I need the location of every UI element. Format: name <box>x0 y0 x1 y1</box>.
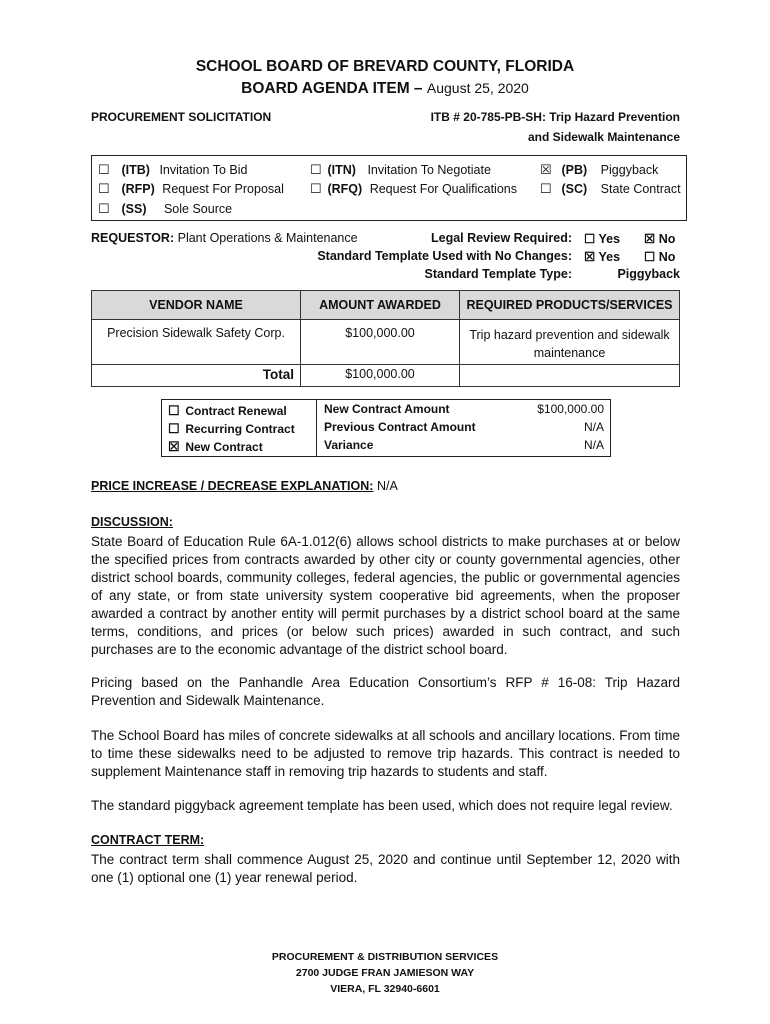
solicitation-label: PROCUREMENT SOLICITATION <box>91 110 272 124</box>
price-change <box>91 479 398 493</box>
agenda-date: August 25, 2020 <box>426 80 529 96</box>
type-itn: ☐ (ITN) Invitation To Negotiate <box>310 162 491 177</box>
header-amount-awarded: AMOUNT AWARDED <box>301 291 460 320</box>
new-contract-amount-label: New Contract Amount <box>324 402 450 416</box>
vendor-table <box>91 290 680 387</box>
price-change-value: N/A <box>376 479 398 493</box>
total-row <box>92 365 680 387</box>
template-type-value: Piggyback <box>617 267 680 281</box>
solicitation-type-box <box>91 155 687 221</box>
amount-cell: $100,000.00 <box>301 320 460 365</box>
document-title: SCHOOL BOARD OF BREVARD COUNTY, FLORIDA <box>195 58 575 75</box>
legal-review-yes: ☐ Yes <box>584 232 621 246</box>
price-change-label: PRICE INCREASE / DECREASE EXPLANATION: <box>91 479 374 493</box>
itb-line-2: and Sidewalk Maintenance <box>527 130 680 144</box>
legal-review-label: Legal Review Required: <box>430 231 572 245</box>
checkbox-rfp: ☐ <box>98 181 110 196</box>
agenda-item-label: BOARD AGENDA ITEM – <box>241 80 423 97</box>
standard-template-label: Standard Template Used with No Changes: <box>317 249 572 263</box>
type-pb: ☒ (PB) Piggyback <box>540 162 659 177</box>
discussion-paragraph-4: The standard piggyback agreement template has been used, which does not require legal review. <box>91 798 673 813</box>
checkbox-ss: ☐ <box>98 201 110 216</box>
requestor-label: REQUESTOR: <box>91 231 175 245</box>
standard-template-yes: ☒ Yes <box>584 250 621 264</box>
checkbox-itb: ☐ <box>98 162 110 177</box>
variance-value: N/A <box>583 438 604 452</box>
legal-review-no: ☒ No <box>644 232 676 246</box>
header-vendor-name: VENDOR NAME <box>92 291 301 320</box>
contract-options <box>162 400 317 456</box>
option-new-contract: ☒ New Contract <box>168 439 263 454</box>
table-header-row <box>92 291 680 320</box>
itb-line-1: ITB # 20-785-PB-SH: Trip Hazard Prevention <box>430 110 680 124</box>
checkbox-pb: ☒ <box>540 162 552 177</box>
agenda-item-heading <box>0 80 770 98</box>
type-ss: ☐ (SS) Sole Source <box>98 201 233 216</box>
discussion-paragraph-2: Pricing based on the Panhandle Area Education Consortium’s RFP # 16-08: Trip Hazard Prevention and Sidewalk Maintenance. <box>91 675 680 708</box>
standard-template-no: ☐ No <box>644 250 676 264</box>
variance-label: Variance <box>324 438 374 452</box>
checkbox-itn: ☐ <box>310 162 322 177</box>
contract-term-heading: CONTRACT TERM: <box>91 833 205 847</box>
discussion-paragraph-1: State Board of Education Rule 6A-1.012(6) allows school districts to make purchases at or below the specified prices from contracts awarded by other city or county governmental agencies, other district school boards, community colleges, federal agencies, the public or governmental agencies of any state, or from state university system cooperative bid agreements, when the proposer awarded a contract by another entity will permit purchases by a district school board at the same terms, conditions, and prices (or below such prices) awarded in such contract, and such purchases are to the economic advantage of the district school board. <box>91 534 680 657</box>
footer-city: VIERA, FL 32940-6601 <box>330 983 440 995</box>
discussion-heading: DISCUSSION: <box>91 515 173 529</box>
type-sc: ☐ (SC) State Contract <box>540 181 681 196</box>
footer-department: PROCUREMENT & DISTRIBUTION SERVICES <box>271 951 499 963</box>
table-row <box>92 320 680 365</box>
template-type-label: Standard Template Type: <box>424 267 572 281</box>
option-contract-renewal: ☐ Contract Renewal <box>168 403 287 418</box>
discussion-paragraph-3: The School Board has miles of concrete sidewalks at all schools and ancillary locations. From time to time these sidewalks need to be adjusted to remove trip hazards. This contract is needed to supplement Maintenance staff in removing trip hazards to students and staff. <box>91 728 680 779</box>
previous-contract-amount-value: N/A <box>583 420 604 434</box>
contract-term-text: The contract term shall commence August 25, 2020 and continue until September 12, 2020 with one (1) optional one (1) year renewal period. <box>91 852 680 885</box>
total-label: Total <box>92 365 301 387</box>
checkbox-rfq: ☐ <box>310 181 322 196</box>
type-rfq: ☐ (RFQ) Request For Qualifications <box>310 181 517 196</box>
type-itb: ☐ (ITB) Invitation To Bid <box>98 162 248 177</box>
footer-street: 2700 JUDGE FRAN JAMIESON WAY <box>295 967 475 979</box>
contract-box <box>161 399 611 457</box>
total-amount: $100,000.00 <box>301 365 460 387</box>
header-required-products: REQUIRED PRODUCTS/SERVICES <box>460 291 680 320</box>
previous-contract-amount-label: Previous Contract Amount <box>324 420 476 434</box>
requestor-value: Plant Operations & Maintenance <box>177 231 358 245</box>
vendor-name-cell: Precision Sidewalk Safety Corp. <box>92 320 301 365</box>
total-empty-cell <box>460 365 680 387</box>
services-cell: Trip hazard prevention and sidewalk maintenance <box>460 320 680 365</box>
option-recurring-contract: ☐ Recurring Contract <box>168 421 295 436</box>
checkbox-sc: ☐ <box>540 181 552 196</box>
type-rfp: ☐ (RFP) Request For Proposal <box>98 181 284 196</box>
new-contract-amount-value: $100,000.00 <box>537 402 604 416</box>
